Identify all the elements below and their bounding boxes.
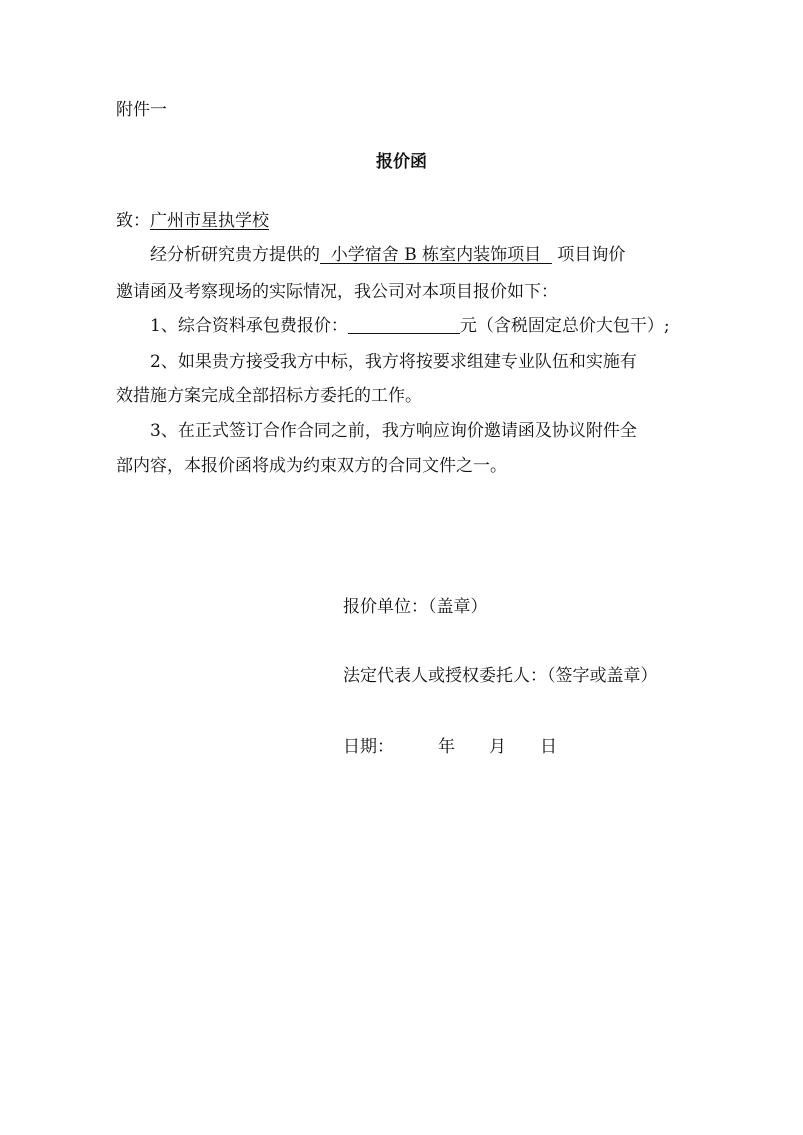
attachment-label: 附件一 — [116, 100, 167, 120]
recipient-line — [116, 210, 269, 232]
signature-unit: 报价单位：（盖章） — [343, 597, 488, 617]
signature-date — [343, 736, 557, 758]
item3-line2: 部内容，本报价函将成为约束双方的合同文件之一。 — [116, 456, 507, 476]
date-day: 日 — [540, 737, 557, 757]
document-title: 报价函 — [376, 152, 427, 172]
item3-line1: 3、在正式签订合作合同之前，我方响应询价邀请函及协议附件全 — [150, 421, 637, 441]
paragraph1-text-part1: 经分析研究贵方提供的 — [150, 245, 320, 265]
date-year: 年 — [438, 737, 455, 757]
item1-label: 1、综合资料承包费报价： — [150, 316, 348, 336]
quote-amount-blank — [348, 316, 460, 334]
paragraph1-text-part2: 项目询价 — [557, 245, 626, 265]
recipient-prefix: 致： — [116, 211, 150, 231]
date-label: 日期： — [343, 737, 394, 757]
paragraph1-line2: 邀请函及考察现场的实际情况，我公司对本项目报价如下： — [116, 282, 558, 302]
paragraph1-line1 — [150, 244, 625, 266]
project-name: 小学宿舍 B 栋室内装饰项目 — [320, 245, 552, 265]
date-month: 月 — [489, 737, 506, 757]
item1-line — [150, 315, 670, 337]
item1-suffix: 元（含税固定总价大包干）; — [459, 316, 670, 336]
item2-line1: 2、如果贵方接受我方中标，我方将按要求组建专业队伍和实施有 — [150, 352, 637, 372]
item2-line2: 效措施方案完成全部招标方委托的工作。 — [116, 386, 422, 406]
signature-representative: 法定代表人或授权委托人：（签字或盖章） — [343, 666, 658, 686]
recipient-name: 广州市星执学校 — [150, 211, 269, 231]
